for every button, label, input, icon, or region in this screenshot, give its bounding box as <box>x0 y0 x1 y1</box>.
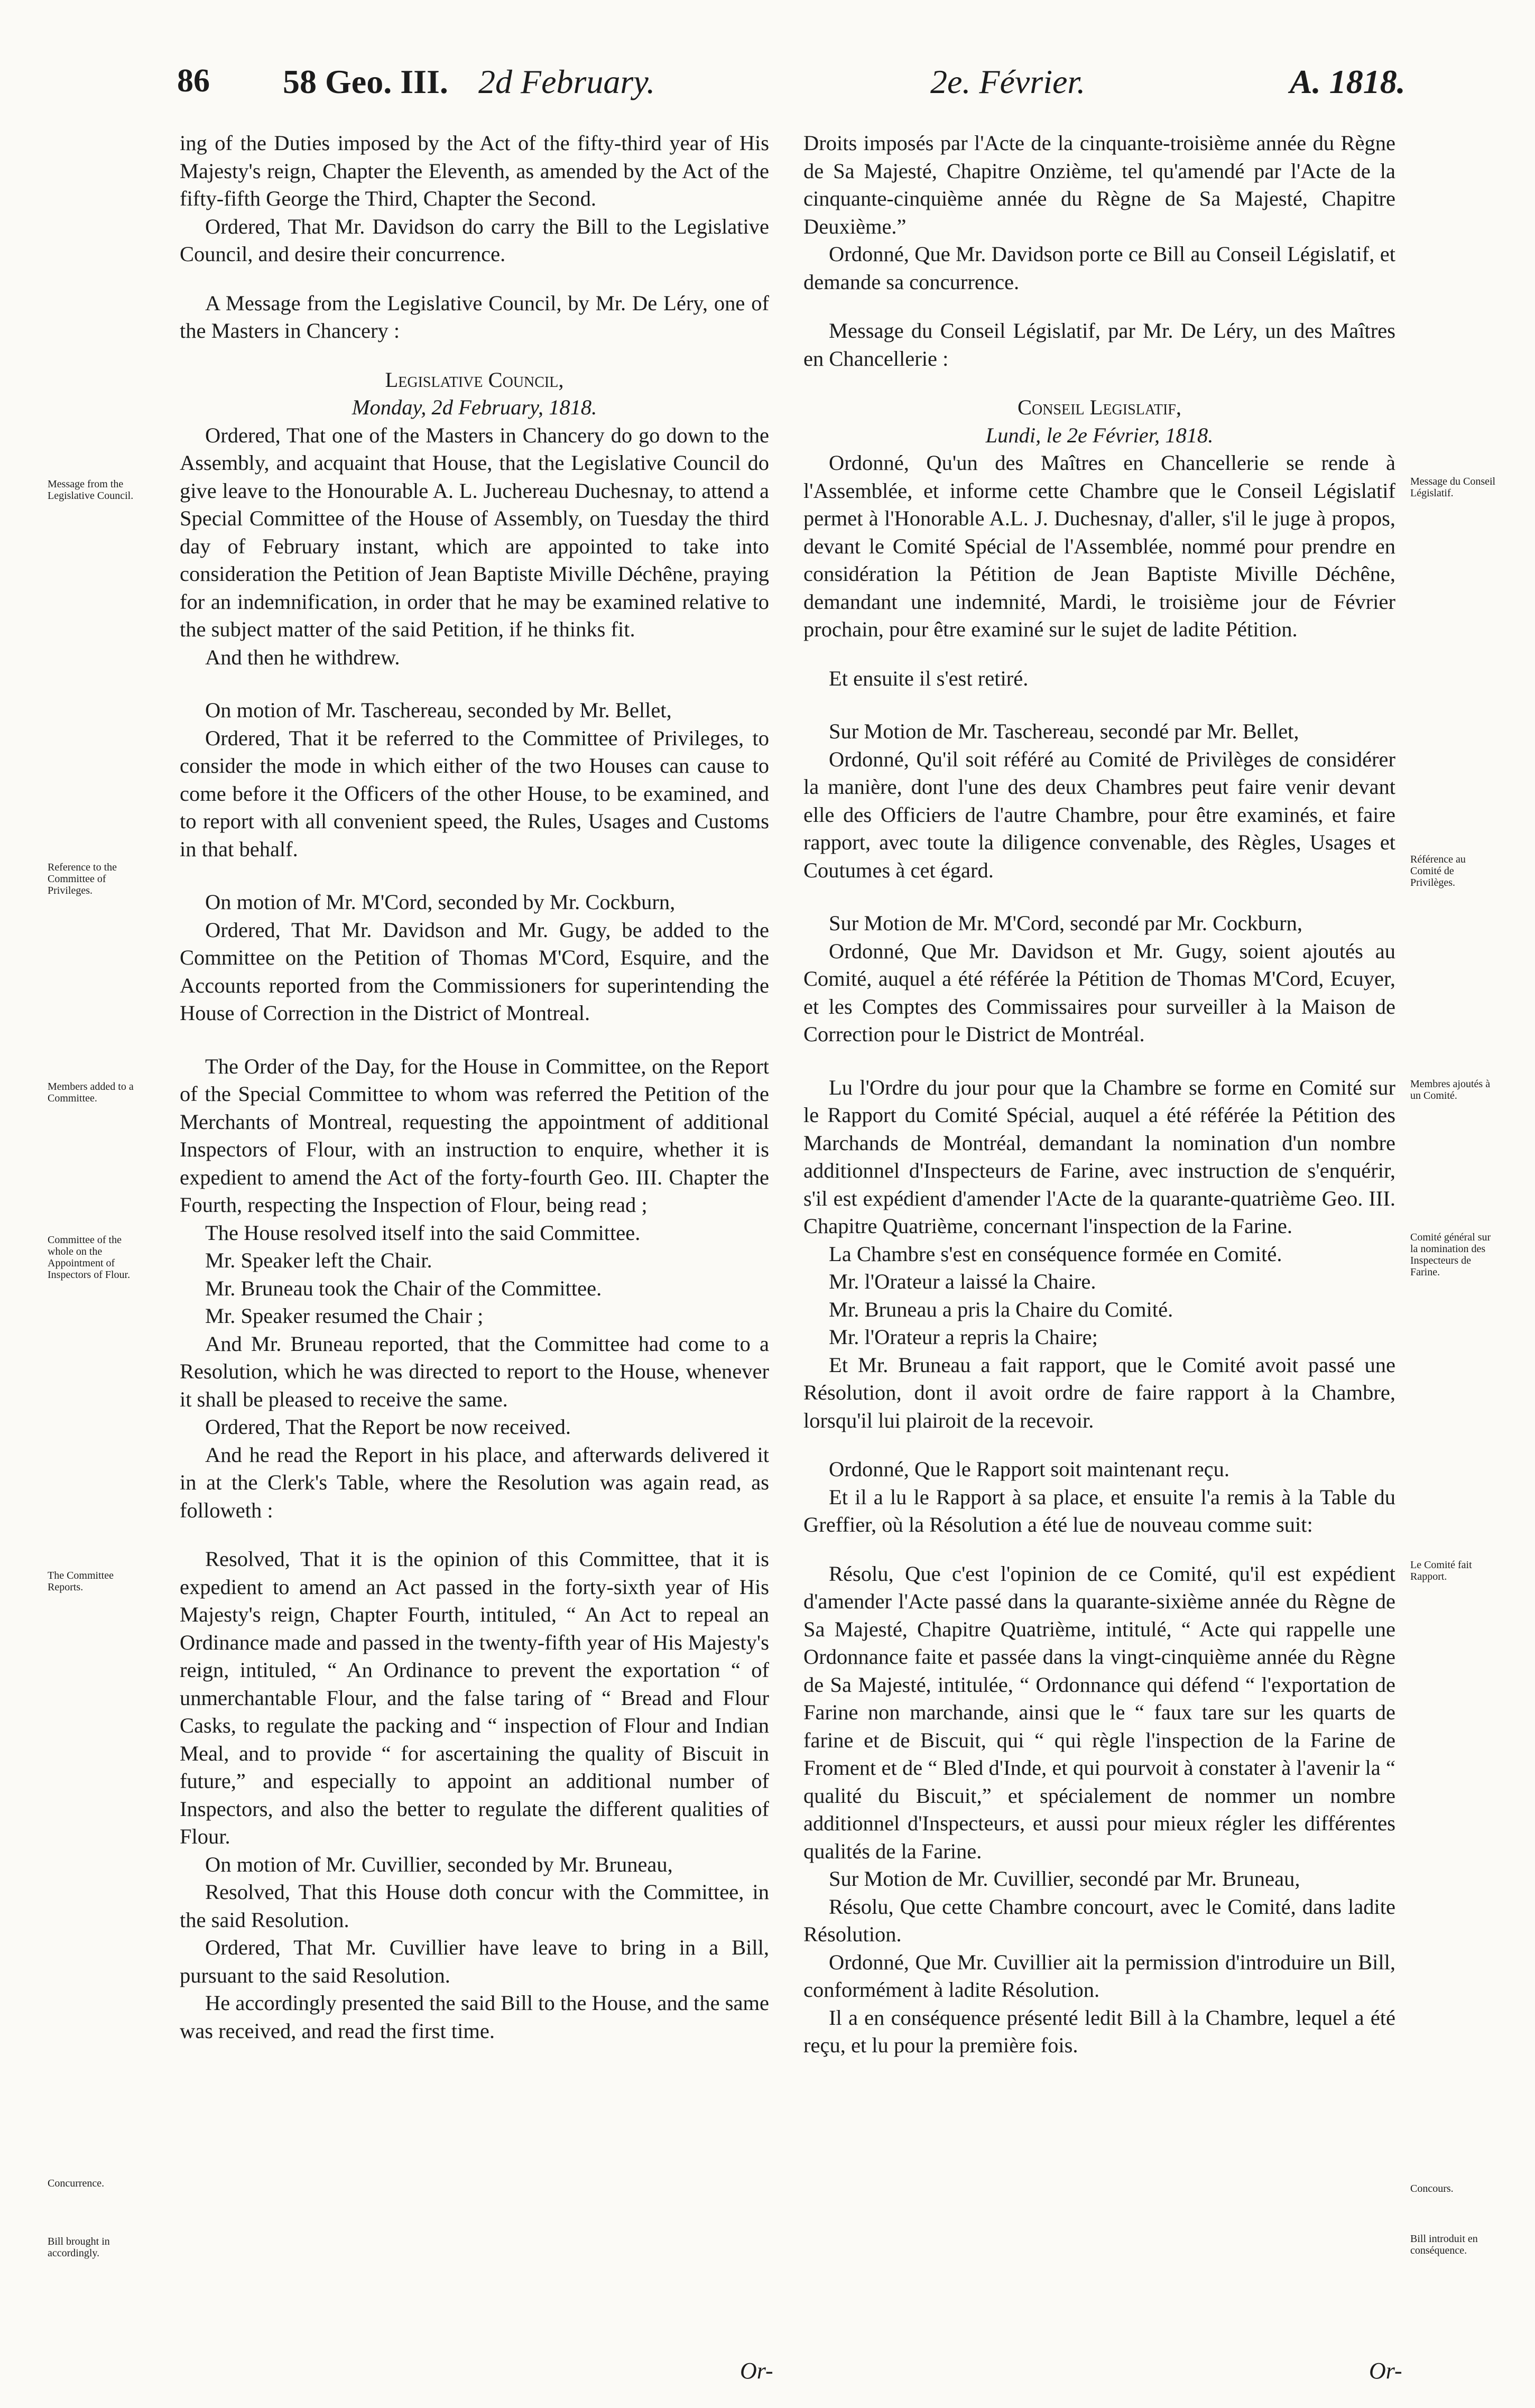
paragraph: Et il a lu le Rapport à sa place, et ensuite l'a remis à la Table du Greffier, où la Résolution a été lue de nouveau comme suit: <box>803 1485 1395 1536</box>
paragraph: Resolved, That it is the opinion of this Committee, that it is expedient to amend an Act passed in the forty-sixth year of His Majesty's reign, Chapter Fourth, intituled, “ An Act to repeal an Ordinance made and passed in the twenty-fifth year of His Majesty's reign, intituled, “ An Ordinance to prevent the exportation “ of unmerchantable Flour, and the false taring of “ Bread and Flour Casks, to regulate the packing and “ inspection of Flour and Indian Meal, and to provide “ for ascertaining the quality of Biscuit in future,” and especially to appoint an additional number of Inspectors, and also the better to regulate the different qualities of Flour. <box>180 1547 769 1848</box>
running-header <box>0 62 1535 121</box>
paragraph: And Mr. Bruneau reported, that the Committee had come to a Resolution, which he was directed to report to the House, whenever it shall be pleased to receive the same. <box>180 1331 769 1411</box>
paragraph: Résolu, Que cette Chambre concourt, avec le Comité, dans ladite Résolution. <box>803 1894 1395 1946</box>
paragraph: Ordonné, Qu'un des Maîtres en Chancellerie se rende à l'Assemblée, et informe cette Chambre que le Conseil Législatif permet à l'Honorable A.L. J. Duchesnay, d'aller, s'il le juge à propos, devant le Comité Spécial de l'Assemblée, nommé pour prendre en considération la Pétition de Jean Baptiste Miville Déchêne, demandant une indemnité, Mardi, le troisième jour de Février prochain, pour être examiné sur le sujet de ladite Pétition. <box>803 451 1395 641</box>
paragraph: Et ensuite il s'est retiré. <box>829 666 1029 690</box>
council-date: Lundi, le 2e Février, 1818. <box>985 423 1214 447</box>
margin-note-left: Committee of the whole on the Appointment of Inspectors of Flour. <box>48 1234 131 1281</box>
catchword-french: Or- <box>1369 2358 1402 2384</box>
paragraph: The Order of the Day, for the House in Committee, on the Report of the Special Committee to whom was referred the Petition of the Merchants of Montreal, requesting the appointment of additional Inspectors of Flour, with an instruction to enquire, whether it is expedient to amend the Act of the forty-fourth Geo. III. Chapter the Fourth, respecting the Inspection of Flour, being read ; <box>180 1054 769 1217</box>
paragraph: Ordered, That one of the Masters in Chancery do go down to the Assembly, and acquaint that House, that the Legislative Council do give leave to the Honourable A. L. Juchereau Duchesnay, to attend a Special Committee of the House of Assembly, on Tuesday the third day of February instant, which are appointed to take into consideration the Petition of Jean Baptiste Miville Déchêne, praying for an indemnification, in order that he may be examined relative to the subject matter of the said Petition, if he thinks fit. <box>180 423 769 641</box>
margin-note-right: Comité général sur la nomination des Inspecteurs de Farine. <box>1410 1231 1491 1278</box>
margin-note-right: Membres ajoutés à un Comité. <box>1410 1078 1491 1101</box>
margin-note-left: Members added to a Committee. <box>48 1081 134 1104</box>
paragraph: He accordingly presented the said Bill to the House, and the same was received, and read the first time. <box>180 1991 769 2043</box>
regnal-year: 58 Geo. III. <box>283 63 448 100</box>
margin-note-left: The Committee Reports. <box>48 1570 114 1593</box>
paragraph: Ordonné, Que Mr. Cuvillier ait la permission d'introduire un Bill, conformément à ladite Résolution. <box>803 1950 1395 2002</box>
margin-note-left: Bill brought in accordingly. <box>48 2236 110 2259</box>
page-number: 86 <box>177 63 210 99</box>
paragraph: Ordered, That it be referred to the Committee of Privileges, to consider the mode in which either of the two Houses can cause to come before it the Officers of the other House, to be examined, and to report with all convenient speed, the Rules, Usages and Customs in that behalf. <box>180 726 769 861</box>
paragraph: Ordonné, Que Mr. Davidson et Mr. Gugy, soient ajoutés au Comité, auquel a été référée la Pétition de Thomas M'Cord, Ecuyer, et les Comptes des Commissaires pour surveiller à la Maison de Correction pour le District de Montréal. <box>803 939 1395 1046</box>
paragraph: A Message from the Legislative Council, by Mr. De Léry, one of the Masters in Chancery : <box>180 291 769 342</box>
paragraph: Ordered, That the Report be now received. <box>205 1415 571 1439</box>
margin-note-right: Concours. <box>1410 2183 1454 2194</box>
french-column <box>803 129 1395 2060</box>
margin-note-right: Bill introduit en conséquence. <box>1410 2233 1478 2256</box>
council-heading: Conseil Legislatif, <box>1018 395 1181 419</box>
paragraph: Mr. Speaker left the Chair. <box>205 1248 432 1272</box>
paragraph: Résolu, Que c'est l'opinion de ce Comité, qu'il est expédient d'amender l'Acte passé dans la quarante-sixième année du Règne de Sa Majesté, Chapitre Quatrième, intitulé, “ Acte qui rappelle une Ordonnance faite et passée dans la vingt-cinquième année du Règne de Sa Majesté, intitulée, “ Ordonnance qui défend “ l'exportation de Farine non marchande, ainsi que le “ faux tare sur les quarts de farine et de Biscuit, qui “ qui règle l'inspection de la Farine de Froment et de “ Bled d'Inde, et qui pourvoit à constater à l'avenir la “ qualité du Biscuit,” et spécialement de nommer un nombre additionnel d'Inspecteurs, et aussi pour mieux régler les différentes qualités de la Farine. <box>803 1561 1395 1863</box>
paragraph: Mr. l'Orateur a repris la Chaire; <box>829 1325 1098 1349</box>
paragraph: Il a en conséquence présenté ledit Bill à la Chambre, lequel a été reçu, et lu pour la première fois. <box>803 2005 1395 2057</box>
paragraph: Ordonné, Qu'il soit référé au Comité de Privilèges de considérer la manière, dont l'une des deux Chambres peut faire venir devant elle des Officiers de l'autre Chambre, pour être examinés, et faire rapport, avec toute la diligence convenable, des Règles, Usages et Coutumes à cet égard. <box>803 747 1395 882</box>
paragraph: And he read the Report in his place, and afterwards delivered it in at the Clerk's Table, where the Resolution was again read, as followeth : <box>180 1442 769 1522</box>
paragraph: Mr. Bruneau took the Chair of the Committee. <box>205 1276 602 1300</box>
paragraph: On motion of Mr. Taschereau, seconded by Mr. Bellet, <box>205 698 672 722</box>
margin-note-left: Message from the Legislative Council. <box>48 478 134 502</box>
paragraph: Et Mr. Bruneau a fait rapport, que le Comité avoit passé une Résolution, dont il avoit ordre de faire rapport à la Chambre, lorsqu'il lui plairoit de la recevoir. <box>803 1353 1395 1432</box>
margin-note-left: Reference to the Committee of Privileges. <box>48 862 117 896</box>
paragraph: Sur Motion de Mr. M'Cord, secondé par Mr. Cockburn, <box>829 911 1302 935</box>
english-column <box>180 129 769 2045</box>
margin-note-right: Référence au Comité de Privilèges. <box>1410 854 1466 888</box>
paragraph: Lu l'Ordre du jour pour que la Chambre se forme en Comité sur le Rapport du Comité Spécial, auquel a été référée la Pétition des Marchands de Montréal, demandant la nomination d'un nombre additionnel d'Inspecteurs de Farine, avec instruction de s'enquérir, s'il est expédient d'amender l'Acte de la quarante-quatrième Geo. III. Chapitre Quatrième, concernant l'inspection de la Farine. <box>803 1075 1395 1238</box>
paragraph: Ordered, That Mr. Davidson and Mr. Gugy, be added to the Committee on the Petition of Thomas M'Cord, Esquire, and the Accounts reported from the Commissioners for superintending the House of Correction in the District of Montreal. <box>180 918 769 1025</box>
paragraph: And then he withdrew. <box>205 645 400 669</box>
paragraph: La Chambre s'est en conséquence formée en Comité. <box>829 1242 1282 1266</box>
catchword-english: Or- <box>740 2358 773 2384</box>
margin-note-right: Le Comité fait Rapport. <box>1410 1559 1472 1582</box>
margin-note-left: Concurrence. <box>48 2178 105 2189</box>
paragraph: Ordonné, Que Mr. Davidson porte ce Bill au Conseil Législatif, et demande sa concurrence. <box>803 242 1395 294</box>
council-date: Monday, 2d February, 1818. <box>352 395 597 419</box>
paragraph: The House resolved itself into the said Committee. <box>205 1220 641 1245</box>
paragraph: Sur Motion de Mr. Cuvillier, secondé par Mr. Bruneau, <box>829 1867 1300 1891</box>
header-date-french: 2e. Février. <box>930 63 1086 100</box>
paragraph: Message du Conseil Législatif, par Mr. De Léry, un des Maîtres en Chancellerie : <box>803 319 1395 371</box>
paragraph: Ordered, That Mr. Davidson do carry the Bill to the Legislative Council, and desire their concurrence. <box>180 214 769 266</box>
margin-note-right: Message du Conseil Législatif. <box>1410 476 1496 499</box>
paragraph: Resolved, That this House doth concur with the Committee, in the said Resolution. <box>180 1880 769 1932</box>
paragraph: On motion of Mr. Cuvillier, seconded by Mr. Bruneau, <box>205 1852 673 1876</box>
paragraph: ing of the Duties imposed by the Act of the fifty-third year of His Majesty's reign, Chapter the Eleventh, as amended by the Act of the fifty-fifth George the Third, Chapter the Second. <box>180 131 769 210</box>
paragraph: Ordered, That Mr. Cuvillier have leave to bring in a Bill, pursuant to the said Resolution. <box>180 1935 769 1987</box>
paragraph: Sur Motion de Mr. Taschereau, secondé par Mr. Bellet, <box>829 719 1299 743</box>
council-heading: Legislative Council, <box>385 367 564 392</box>
header-year: A. 1818. <box>1290 63 1405 100</box>
paragraph: Mr. l'Orateur a laissé la Chaire. <box>829 1270 1096 1293</box>
paragraph: Droits imposés par l'Acte de la cinquante-troisième année du Règne de Sa Majesté, Chapitre Onzième, tel qu'amendé par l'Acte de la cinquante-cinquième année du Règne de Sa Majesté, Chapitre Deuxième.” <box>803 131 1395 238</box>
paragraph: Mr. Bruneau a pris la Chaire du Comité. <box>829 1297 1173 1321</box>
paragraph: On motion of Mr. M'Cord, seconded by Mr. Cockburn, <box>205 890 676 914</box>
header-date-english: 2d February. <box>478 63 655 100</box>
paragraph: Mr. Speaker resumed the Chair ; <box>205 1304 484 1328</box>
paragraph: Ordonné, Que le Rapport soit maintenant reçu. <box>829 1457 1230 1481</box>
